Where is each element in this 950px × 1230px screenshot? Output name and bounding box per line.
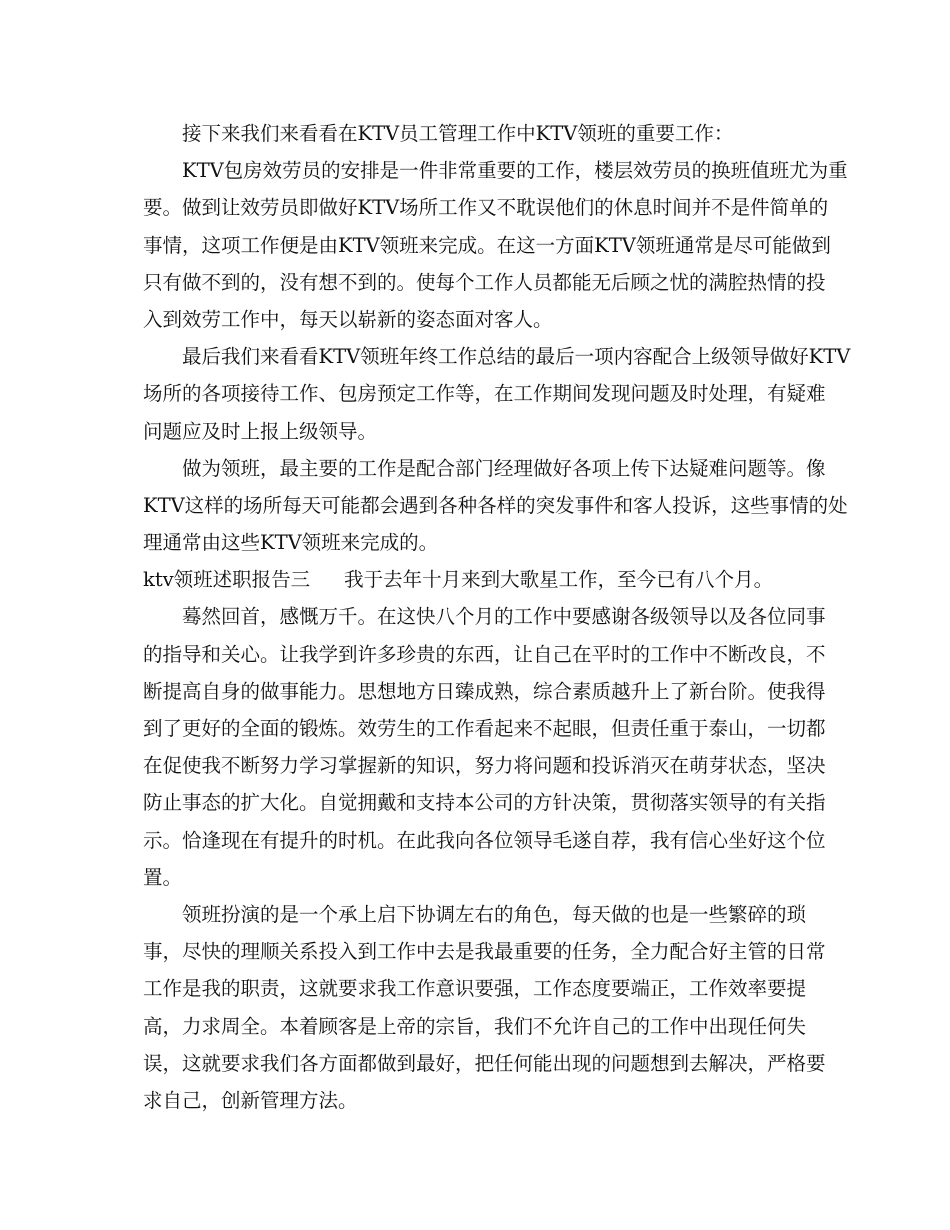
paragraph-line: 工作是我的职责，这就要求我工作意识要强，工作态度要端正，工作效率要提 <box>143 977 807 1001</box>
paragraph-line: 断提高自身的做事能力。思想地方日臻成熟，综合素质越升上了新台阶。使我得 <box>143 679 826 703</box>
paragraph-line: 在促使我不断努力学习掌握新的知识，努力将问题和投诉消灭在萌芽状态，坚决 <box>143 754 826 778</box>
paragraph-line: 求自己，创新管理方法。 <box>143 1088 358 1112</box>
paragraph-line: 事情，这项工作便是由KTV领班来完成。在这一方面KTV领班通常是尽可能做到 <box>143 233 831 257</box>
paragraph-line: 置。 <box>143 865 183 889</box>
paragraph-line: 防止事态的扩大化。自觉拥戴和支持本公司的方针决策，贯彻落实领导的有关指 <box>143 791 826 815</box>
paragraph-line: 领班扮演的是一个承上启下协调左右的角色，每天做的也是一些繁碎的琐 <box>182 902 807 926</box>
document-page <box>143 115 851 1119</box>
paragraph-line: 的指导和关心。让我学到许多珍贵的东西，让自己在平时的工作中不断改良，不 <box>143 642 826 666</box>
paragraph-line: KTV包房效劳员的安排是一件非常重要的工作，楼层效劳员的换班值班尤为重 <box>182 159 848 183</box>
paragraph-line: 事，尽快的理顺关系投入到工作中去是我最重要的任务，全力配合好主管的日常 <box>143 940 826 964</box>
paragraph-line: 到了更好的全面的锻炼。效劳生的工作看起来不起眼，但责任重于泰山，一切都 <box>143 717 826 740</box>
paragraph-line: 场所的各项接待工作、包房预定工作等，在工作期间发现问题及时处理，有疑难 <box>143 382 826 406</box>
section-intro-text: 我于去年十月来到大歌星工作，至今已有八个月。 <box>344 568 774 592</box>
paragraph-line: 最后我们来看看KTV领班年终工作总结的最后一项内容配合上级领导做好KTV <box>182 345 851 369</box>
paragraph-line: 蓦然回首，感慨万千。在这快八个月的工作中要感谢各级领导以及各位同事 <box>182 605 826 629</box>
paragraph-line: KTV这样的场所每天可能都会遇到各种各样的突发事件和客人投诉，这些事情的处 <box>143 493 848 517</box>
paragraph-line: 问题应及时上报上级领导。 <box>143 419 378 443</box>
paragraph-line: 示。恰逢现在有提升的时机。在此我向各位领导毛遂自荐，我有信心坐好这个位 <box>143 828 826 852</box>
paragraph-line: 要。做到让效劳员即做好KTV场所工作又不耽误他们的休息时间并不是件简单的 <box>143 196 829 220</box>
paragraph-line: 高，力求周全。本着顾客是上帝的宗旨，我们不允许自己的工作中出现任何失 <box>143 1014 807 1038</box>
paragraph-line: 理通常由这些KTV领班来完成的。 <box>143 531 439 555</box>
paragraph-line: 入到效劳工作中，每天以崭新的姿态面对客人。 <box>143 307 553 331</box>
paragraph-line: 误，这就要求我们各方面都做到最好，把任何能出现的问题想到去解决，严格要 <box>143 1051 826 1075</box>
section-heading: ktv领班述职报告三 <box>143 568 311 592</box>
paragraph-line: 只有做不到的，没有想不到的。使每个工作人员都能无后顾之忧的满腔热情的投 <box>143 270 826 294</box>
section-heading-line <box>143 561 811 598</box>
paragraph-line: 做为领班，最主要的工作是配合部门经理做好各项上传下达疑难问题等。像 <box>182 456 826 480</box>
paragraph-line: 接下来我们来看看在KTV员工管理工作中KTV领班的重要工作： <box>182 122 734 145</box>
